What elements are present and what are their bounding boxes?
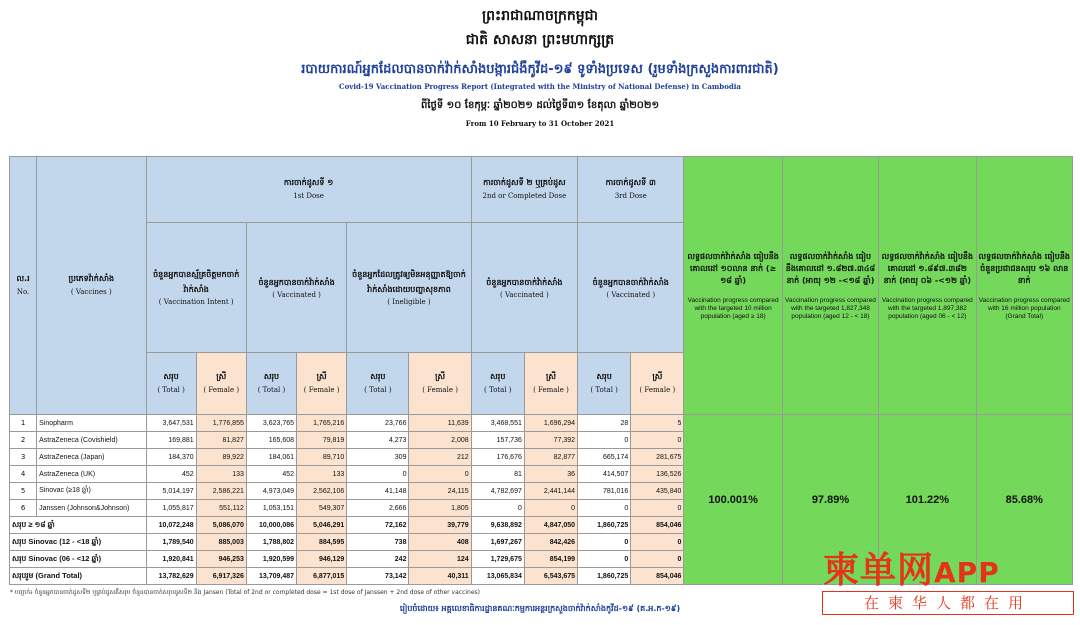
total-value: 1,860,725	[578, 517, 631, 534]
female-value: 842,426	[524, 534, 577, 551]
summary-label: សរុប ≥ ១៨ ឆ្នាំ	[10, 517, 147, 534]
total-value: 81	[471, 466, 524, 483]
intent-header: ចំនួនអ្នកបានស្ម័គ្រចិត្តមកចាក់វ៉ាក់សាំង ( Vaccination Intent )	[146, 223, 246, 353]
female-value: 1,805	[409, 500, 471, 517]
female-value: 81,827	[196, 432, 246, 449]
total-value: 0	[578, 534, 631, 551]
female-value: 6,877,015	[297, 568, 347, 585]
target-total-header: លទ្ធផលចាក់វ៉ាក់សាំង ធៀបនឹងចំនួនប្រជាជនសរុប ១៦ លាននាក់ Vaccination progress compared with 16 million population (Grand Total)	[976, 157, 1072, 415]
total-value: 3,647,531	[146, 415, 196, 432]
female-value: 2,562,106	[297, 483, 347, 500]
row-number: 1	[10, 415, 37, 432]
total-value: 781,016	[578, 483, 631, 500]
female-value: 0	[409, 466, 471, 483]
row-number: 6	[10, 500, 37, 517]
female-value: 0	[631, 534, 684, 551]
summary-label: សរុប Sinovac (06 - <12 ឆ្នាំ)	[10, 551, 147, 568]
total-value: 1,697,267	[471, 534, 524, 551]
total-value: 9,638,892	[471, 517, 524, 534]
female-value: 133	[297, 466, 347, 483]
total-value: 0	[578, 432, 631, 449]
total-value: 157,736	[471, 432, 524, 449]
total-value: 28	[578, 415, 631, 432]
total-value: 309	[347, 449, 409, 466]
female-value: 885,003	[196, 534, 246, 551]
total-value: 452	[146, 466, 196, 483]
total-value: 1,788,802	[246, 534, 296, 551]
report-title-kh: របាយការណ៍អ្នកដែលបានចាក់វ៉ាក់សាំងបង្ការជំងឺកូវីដ-១៩ ទូទាំងប្រទេស (រួមទាំងក្រសួងការពារជាតិ)	[301, 62, 779, 77]
motto: ជាតិ សាសនា ព្រះមហាក្សត្រ	[465, 32, 615, 48]
summary-label: សរុប Sinovac (12 - <18 ឆ្នាំ)	[10, 534, 147, 551]
female-value: 0	[631, 432, 684, 449]
total-unit-header: សរុប ( Total )	[246, 353, 296, 415]
female-value: 435,840	[631, 483, 684, 500]
vaccinated3-header: ចំនួនអ្នកបានចាក់វ៉ាក់សាំង ( Vaccinated )	[578, 223, 684, 353]
row-number: 5	[10, 483, 37, 500]
total-value: 13,709,487	[246, 568, 296, 585]
total-value: 242	[347, 551, 409, 568]
total-value: 72,162	[347, 517, 409, 534]
female-value: 89,922	[196, 449, 246, 466]
vaccine-name: Sinovac (≥18 ឆ្នាំ)	[37, 483, 146, 500]
female-value: 408	[409, 534, 471, 551]
total-value: 5,014,197	[146, 483, 196, 500]
total-value: 165,608	[246, 432, 296, 449]
target-adult-header: លទ្ធផលចាក់វ៉ាក់សាំង ធៀបនឹងគោលដៅ ១០លាន នាក់ (≥ ១៨ ឆ្នាំ) Vaccination progress compared with the targeted 10 million population (aged ≥ 18)	[684, 157, 782, 415]
female-value: 6,917,326	[196, 568, 246, 585]
vaccine-name: Sinopharm	[37, 415, 146, 432]
female-value: 946,253	[196, 551, 246, 568]
total-unit-header: សរុប ( Total )	[578, 353, 631, 415]
female-value: 2,008	[409, 432, 471, 449]
total-value: 1,920,599	[246, 551, 296, 568]
progress-percentage: 97.89%	[782, 415, 878, 585]
total-unit-header: សរុប ( Total )	[146, 353, 196, 415]
total-value: 176,676	[471, 449, 524, 466]
female-value: 36	[524, 466, 577, 483]
total-value: 738	[347, 534, 409, 551]
report-title-en: Covid-19 Vaccination Progress Report (Integrated with the Ministry of National Defense) in Cambodia	[339, 82, 741, 91]
total-value: 73,142	[347, 568, 409, 585]
total-value: 452	[246, 466, 296, 483]
prepared-by: រៀបចំដោយ៖ អគ្គលេខាធិការដ្ឋានគណៈកម្មការអន្តរក្រសួងចាក់វ៉ាក់សាំងកូវីដ-១៩ (គ.អ.ក-១៩)	[399, 604, 681, 613]
female-value: 946,129	[297, 551, 347, 568]
total-value: 1,055,817	[146, 500, 196, 517]
col-vaccine-header: ប្រភេទវ៉ាក់សាំង ( Vaccines )	[37, 157, 146, 415]
female-value: 39,779	[409, 517, 471, 534]
female-value: 5	[631, 415, 684, 432]
female-value: 2,586,221	[196, 483, 246, 500]
female-value: 89,710	[297, 449, 347, 466]
total-value: 4,782,697	[471, 483, 524, 500]
total-value: 10,000,086	[246, 517, 296, 534]
total-value: 0	[347, 466, 409, 483]
female-value: 212	[409, 449, 471, 466]
total-value: 0	[578, 551, 631, 568]
vaccine-name: AstraZeneca (UK)	[37, 466, 146, 483]
total-value: 13,065,834	[471, 568, 524, 585]
female-value: 4,847,050	[524, 517, 577, 534]
total-value: 3,623,765	[246, 415, 296, 432]
total-value: 1,729,675	[471, 551, 524, 568]
vaccinated2-header: ចំនួនអ្នកបានចាក់វ៉ាក់សាំង ( Vaccinated )	[471, 223, 577, 353]
dose3-header: ការចាក់ដូសទី ៣ 3rd Dose	[578, 157, 684, 223]
female-value: 5,046,291	[297, 517, 347, 534]
total-value: 1,860,725	[578, 568, 631, 585]
row-number: 2	[10, 432, 37, 449]
female-value: 854,046	[631, 568, 684, 585]
row-number: 3	[10, 449, 37, 466]
dose2-header: ការចាក់ដូសទី ២ ឬគ្រប់ដូស 2nd or Completed Dose	[471, 157, 577, 223]
female-value: 1,765,216	[297, 415, 347, 432]
female-value: 854,046	[631, 517, 684, 534]
vaccine-name: Janssen (Johnson&Johnson)	[37, 500, 146, 517]
female-value: 549,307	[297, 500, 347, 517]
female-value: 1,696,294	[524, 415, 577, 432]
progress-percentage: 85.68%	[976, 415, 1072, 585]
female-value: 79,819	[297, 432, 347, 449]
female-value: 854,199	[524, 551, 577, 568]
female-value: 124	[409, 551, 471, 568]
female-value: 551,112	[196, 500, 246, 517]
vaccination-table	[9, 156, 1073, 585]
progress-percentage: 100.001%	[684, 415, 782, 585]
watermark-logo: 柬单网APP	[823, 550, 1000, 591]
female-value: 136,526	[631, 466, 684, 483]
female-value: 133	[196, 466, 246, 483]
female-value: 77,392	[524, 432, 577, 449]
female-unit-header: ស្រី ( Female )	[631, 353, 684, 415]
total-value: 3,468,551	[471, 415, 524, 432]
summary-label: សរុបរួម (Grand Total)	[10, 568, 147, 585]
female-value: 2,441,144	[524, 483, 577, 500]
total-value: 169,881	[146, 432, 196, 449]
total-value: 1,789,540	[146, 534, 196, 551]
female-value: 5,086,070	[196, 517, 246, 534]
total-value: 1,920,841	[146, 551, 196, 568]
female-value: 11,639	[409, 415, 471, 432]
target-12-18-header: លទ្ធផលចាក់វ៉ាក់សាំង ធៀបនឹងគោលដៅ ១.៨២៧.៣៤៨ នាក់ (អាយុ ១២ -<១៨ ឆ្នាំ) Vaccination progress compared with the targeted 1,827,348 population (aged 12 - < 18)	[782, 157, 878, 415]
female-unit-header: ស្រី ( Female )	[524, 353, 577, 415]
period-en: From 10 February to 31 October 2021	[465, 119, 615, 128]
female-unit-header: ស្រី ( Female )	[297, 353, 347, 415]
total-value: 4,973,049	[246, 483, 296, 500]
table-row	[10, 415, 1073, 432]
row-number: 4	[10, 466, 37, 483]
female-value: 24,115	[409, 483, 471, 500]
total-value: 41,148	[347, 483, 409, 500]
female-value: 0	[524, 500, 577, 517]
female-value: 0	[631, 500, 684, 517]
vaccine-name: AstraZeneca (Covishield)	[37, 432, 146, 449]
female-value: 82,877	[524, 449, 577, 466]
total-value: 184,370	[146, 449, 196, 466]
ineligible-header: ចំនួនអ្នកដែលត្រូវឲ្យមិនអនុញ្ញាតឱ្យចាក់វ៉ាក់សាំងដោយបញ្ហាសុខភាព ( Ineligible )	[347, 223, 471, 353]
female-value: 884,595	[297, 534, 347, 551]
vaccine-name: AstraZeneca (Japan)	[37, 449, 146, 466]
total-value: 2,666	[347, 500, 409, 517]
total-value: 23,766	[347, 415, 409, 432]
vaccinated1-header: ចំនួនអ្នកបានចាក់វ៉ាក់សាំង ( Vaccinated )	[246, 223, 346, 353]
total-value: 184,061	[246, 449, 296, 466]
total-value: 0	[471, 500, 524, 517]
col-no-header: ល.រ No.	[10, 157, 37, 415]
female-value: 40,311	[409, 568, 471, 585]
total-value: 10,072,248	[146, 517, 196, 534]
female-value: 281,675	[631, 449, 684, 466]
target-6-12-header: លទ្ធផលចាក់វ៉ាក់សាំង ធៀបនឹងគោលដៅ ១.៨៩៧.៣៨២ នាក់ (អាយុ ០៦ -<១២ ឆ្នាំ) Vaccination progress compared with the targeted 1,897,382 population (aged 06 - < 12)	[879, 157, 976, 415]
progress-percentage: 101.22%	[879, 415, 976, 585]
period-kh: ពីថ្ងៃទី ១០ ខែកុម្ភៈ ឆ្នាំ២០២១ ដល់ថ្ងៃទី៣១ ខែតុលា ឆ្នាំ២០២១	[420, 100, 660, 111]
female-value: 6,543,675	[524, 568, 577, 585]
total-value: 665,174	[578, 449, 631, 466]
female-unit-header: ស្រី ( Female )	[196, 353, 246, 415]
female-value: 1,776,855	[196, 415, 246, 432]
footnote: * បញ្ជាក់៖ ចំនួនអ្នកបានចាក់ដូសទី២ ឬគ្រប់ដូសគឺសរុប ចំនួនបានចាក់សរុបដូសទី២ និង Jansen (Total of 2nd or completed dose = 1st dose of Janssen + 2nd dose of other vaccines)	[10, 589, 481, 596]
watermark-slogan: 在柬华人都在用	[822, 591, 1074, 615]
total-unit-header: សរុប ( Total )	[347, 353, 409, 415]
total-value: 414,507	[578, 466, 631, 483]
kingdom-title: ព្រះរាជាណាចក្រកម្ពុជា	[481, 8, 598, 24]
total-value: 4,273	[347, 432, 409, 449]
total-value: 1,053,151	[246, 500, 296, 517]
total-value: 0	[578, 500, 631, 517]
female-value: 0	[631, 551, 684, 568]
total-unit-header: សរុប ( Total )	[471, 353, 524, 415]
female-unit-header: ស្រី ( Female )	[409, 353, 471, 415]
total-value: 13,782,629	[146, 568, 196, 585]
dose1-header: ការចាក់ដូសទី ១ 1st Dose	[146, 157, 471, 223]
